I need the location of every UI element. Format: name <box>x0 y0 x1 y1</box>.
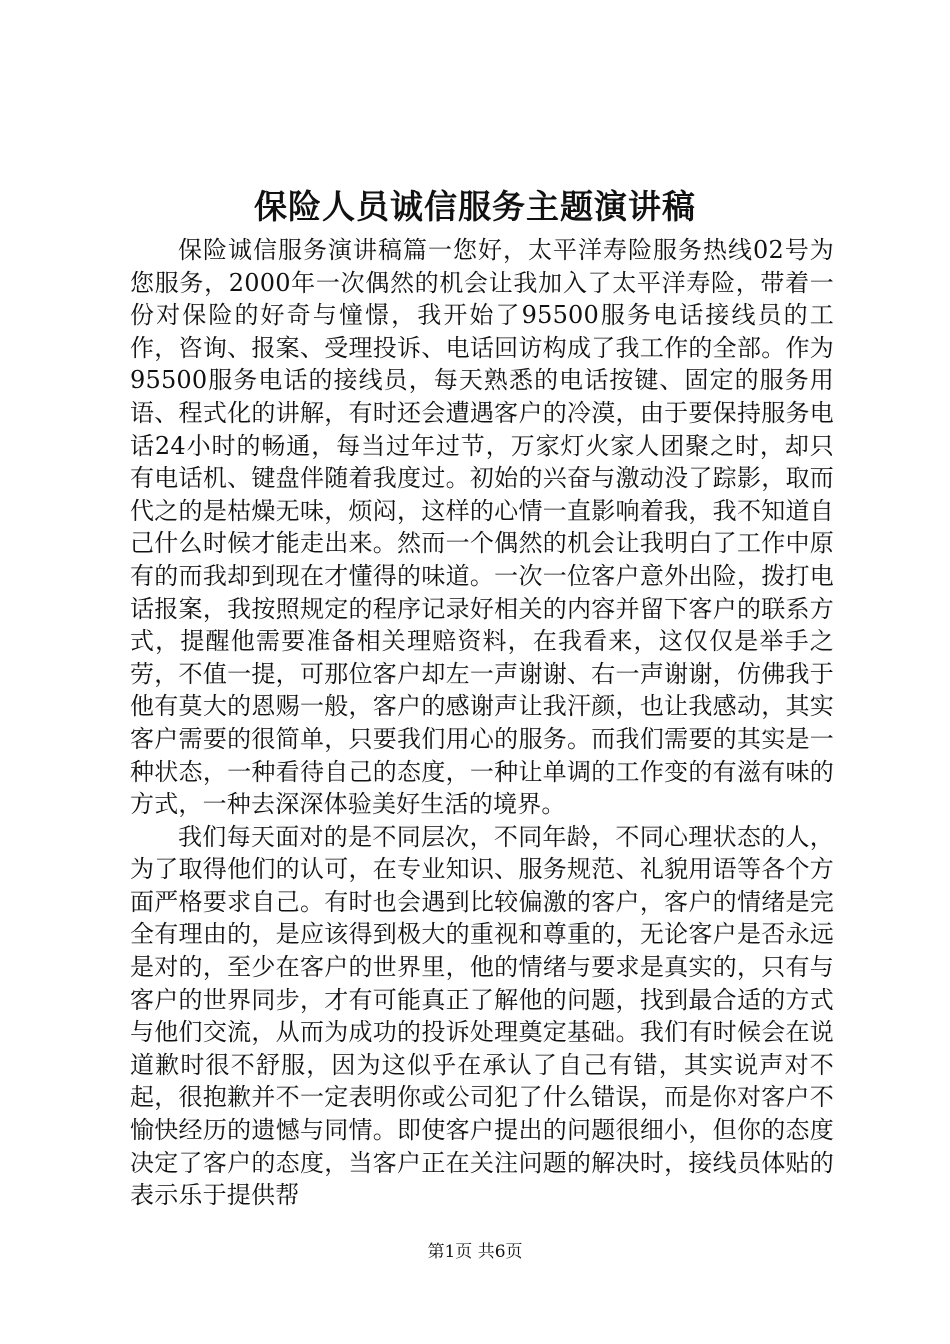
paragraph-1: 保险诚信服务演讲稿篇一您好，太平洋寿险服务热线02号为您服务，2000年一次偶然的机会让我加入了太平洋寿险，带着一份对保险的好奇与憧憬，我开始了95500服务电话接线员的工作，咨询、报案、受理投诉、电话回访构成了我工作的全部。作为95500服务电话的接线员，每天熟悉的电话按键、固定的服务用语、程式化的讲解，有时还会遭遇客户的冷漠，由于要保持服务电话24小时的畅通，每当过年过节，万家灯火家人团聚之时，却只有电话机、键盘伴随着我度过。初始的兴奋与激动没了踪影，取而代之的是枯燥无味，烦闷，这样的心情一直影响着我，我不知道自己什么时候才能走出来。然而一个偶然的机会让我明白了工作中原有的而我却到现在才懂得的味道。一次一位客户意外出险，拨打电话报案，我按照规定的程序记录好相关的内容并留下客户的联系方式，提醒他需要准备相关理赔资料，在我看来，这仅仅是举手之劳，不值一提，可那位客户却左一声谢谢、右一声谢谢，仿佛我于他有莫大的恩赐一般，客户的感谢声让我汗颜，也让我感动，其实客户需要的很简单，只要我们用心的服务。而我们需要的其实是一种状态，一种看待自己的态度，一种让单调的工作变的有滋有味的方式，一种去深深体验美好生活的境界。 <box>130 236 834 819</box>
page-footer: 第1页 共6页 <box>427 1242 523 1262</box>
document-body <box>130 234 834 1212</box>
document-title: 保险人员诚信服务主题演讲稿 <box>254 187 696 226</box>
paragraph-2: 我们每天面对的是不同层次，不同年龄，不同心理状态的人，为了取得他们的认可，在专业知识、服务规范、礼貌用语等各个方面严格要求自己。有时也会遇到比较偏激的客户，客户的情绪是完全有理由的，是应该得到极大的重视和尊重的，无论客户是否永远是对的，至少在客户的世界里，他的情绪与要求是真实的，只有与客户的世界同步，才有可能真正了解他的问题，找到最合适的方式与他们交流，从而为成功的投诉处理奠定基础。我们有时候会在说道歉时很不舒服，因为这似乎在承认了自己有错，其实说声对不起，很抱歉并不一定表明你或公司犯了什么错误，而是你对客户不愉快经历的遗憾与同情。即使客户提出的问题很细小，但你的态度决定了客户的态度，当客户正在关注问题的解决时，接线员体贴的表示乐于提供帮 <box>130 822 834 1210</box>
